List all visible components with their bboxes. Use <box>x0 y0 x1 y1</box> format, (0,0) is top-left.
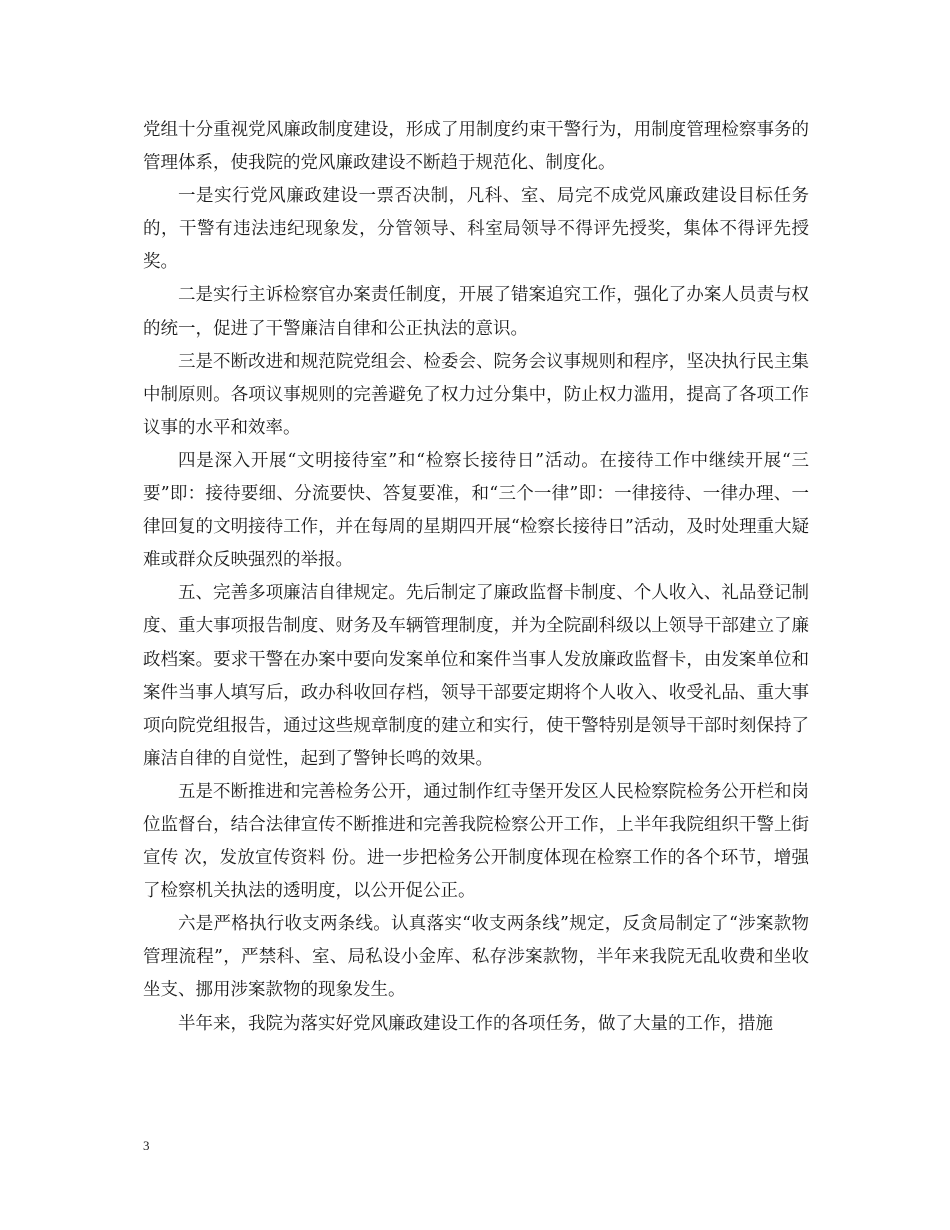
paragraph-procuratorial-openness: 五是不断推进和完善检务公开，通过制作红寺堡开发区人民检察院检务公开栏和岗位监督台，结合法律宣传不断推进和完善我院检察公开工作，上半年我院组织干警上街宣传 次，发放宣传资料 份。进一步把检务公开制度体现在检察工作的各个环节，增强了检察机关执法的透明度，以公开促公正。 <box>143 781 809 902</box>
paragraph-integrity-rules: 五、完善多项廉洁自律规定。先后制定了廉政监督卡制度、个人收入、礼品登记制度、重大事项报告制度、财务及车辆管理制度，并为全院副科级以上领导干部建立了廉政档案。要求干警在办案中要向发案单位和案件当事人发放廉政监督卡，由发案单位和案件当事人填写后，政办科收回存档，领导干部要定期将个人收入、收受礼品、重大事项向院党组报告，通过这些规章制度的建立和实行，使干警特别是领导干部时刻保持了廉洁自律的自觉性，起到了警钟长鸣的效果。 <box>143 583 809 769</box>
paragraph-reception-day: 四是深入开展“文明接待室”和“检察长接待日”活动。在接待工作中继续开展“三要”即：接待要细、分流要快、答复要准，和“三个一律”即：一律接待、一律办理、一律回复的文明接待工作，并在每周的星期四开展“检察长接待日”活动，及时处理重大疑难或群众反映强烈的举报。 <box>143 450 809 571</box>
page-number: 3 <box>143 1138 150 1153</box>
paragraph-half-year-summary: 半年来，我院为落实好党风廉政建设工作的各项任务，做了大量的工作，措施 <box>178 1013 773 1034</box>
paragraph-revenue-expenditure: 六是严格执行收支两条线。认真落实“收支两条线”规定，反贪局制定了“涉案款物管理流程”，严禁科、室、局私设小金库、私存涉案款物，半年来我院无乱收费和坐收坐支、挪用涉案款物的现象发生。 <box>143 914 809 1001</box>
paragraph-meeting-rules: 三是不断改进和规范院党组会、检委会、院务会议事规则和程序，坚决执行民主集中制原则。各项议事规则的完善避免了权力过分集中，防止权力滥用，提高了各项工作议事的水平和效率。 <box>143 351 809 438</box>
paragraph-prosecutor-responsibility: 二是实行主诉检察官办案责任制度，开展了错案追究工作，强化了办案人员责与权的统一，促进了干警廉洁自律和公正执法的意识。 <box>143 285 809 339</box>
paragraph-veto-system: 一是实行党风廉政建设一票否决制，凡科、室、局完不成党风廉政建设目标任务的，干警有违法违纪现象发，分管领导、科室局领导不得评先授奖，集体不得评先授奖。 <box>143 186 809 273</box>
document-body <box>143 114 809 1041</box>
paragraph-continued: 党组十分重视党风廉政制度建设，形成了用制度约束干警行为，用制度管理检察事务的管理体系，使我院的党风廉政建设不断趋于规范化、制度化。 <box>143 120 809 174</box>
